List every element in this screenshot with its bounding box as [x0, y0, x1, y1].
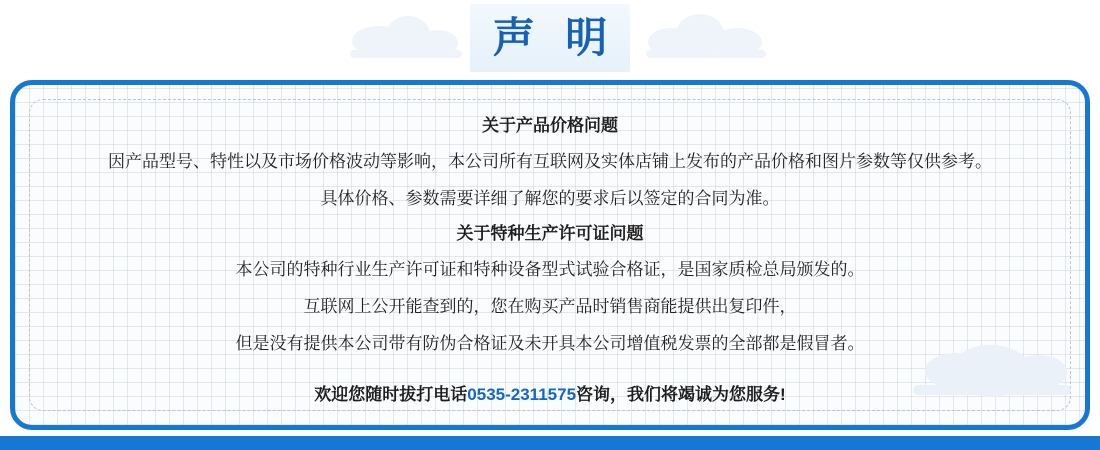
bottom-accent-bar [0, 436, 1100, 450]
license-paragraph-3: 但是没有提供本公司带有防伪合格证及未开具本公司增值税发票的全部都是假冒者。 [235, 334, 865, 353]
pricing-paragraph-2: 具体价格、参数需要详细了解您的要求后以签定的合同为准。 [320, 189, 780, 208]
page-header [0, 0, 1100, 80]
section-title-license: 关于特种生产许可证问题 [456, 224, 644, 243]
statement-content [15, 85, 1085, 412]
cloud-base-decoration [350, 50, 462, 58]
contact-prefix: 欢迎您随时拔打电话 [314, 385, 468, 404]
pricing-paragraph-1: 因产品型号、特性以及市场价格波动等影响，本公司所有互联网及实体店铺上发布的产品价格和图片参数等仅供参考。 [108, 152, 992, 171]
cloud-base-decoration [646, 50, 766, 58]
contact-phone-number[interactable]: 0535-2311575 [467, 385, 577, 404]
section-title-pricing: 关于产品价格问题 [482, 116, 618, 135]
statement-frame [10, 80, 1090, 430]
page-title-text: 声 明 [492, 13, 616, 62]
license-paragraph-1: 本公司的特种行业生产许可证和特种设备型式试验合格证，是国家质检总局颁发的。 [235, 260, 865, 279]
contact-line [61, 378, 1039, 412]
contact-suffix: 咨询，我们将竭诚为您服务! [576, 385, 786, 404]
license-paragraph-2: 互联网上公开能查到的，您在购买产品时销售商能提供出复印件， [303, 297, 797, 316]
page-title [470, 4, 630, 72]
